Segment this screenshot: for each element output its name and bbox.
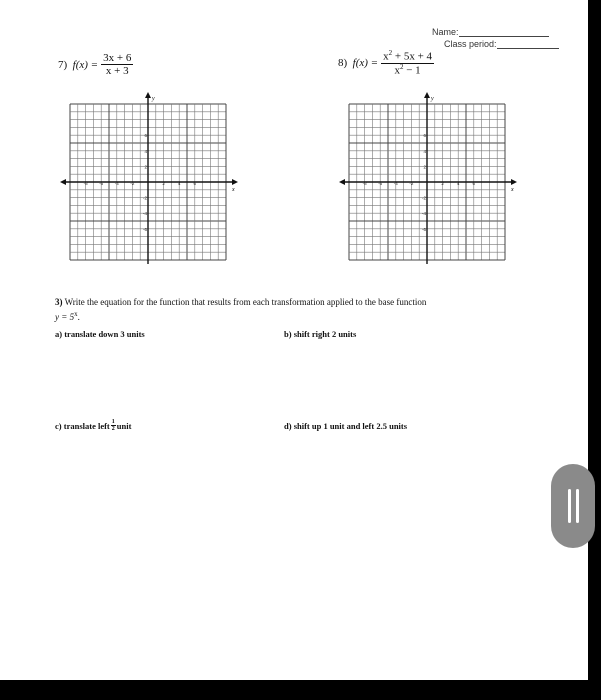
x-tick-label: -4 [393, 181, 398, 186]
x-tick-label: 6 [193, 181, 197, 186]
y-axis-arrow-up [424, 92, 430, 98]
x-axis-label: x [511, 187, 514, 193]
question-3 [55, 296, 525, 323]
coordinate-grid-8[interactable] [337, 92, 517, 264]
y-tick-label: 4 [144, 148, 147, 154]
problem-8-number: 8) [338, 57, 348, 70]
y-axis-arrow-up [145, 92, 151, 98]
x-axis-arrow-right [511, 179, 517, 185]
x-tick-label: -6 [378, 181, 383, 186]
problem-8-numerator: $x^2 + 5x + 4$ [383, 49, 433, 63]
part-a: a) translate down 3 units [55, 329, 145, 339]
coordinate-grid-7[interactable] [58, 92, 238, 264]
x-tick-label: -2 [409, 181, 414, 186]
grip-line-right [576, 489, 579, 523]
part-c: c) translate left $\frac{1}{2}$ unit [55, 419, 132, 432]
problem-7-numerator: 3x + 6 [103, 52, 132, 64]
class-period-label: Class period: [444, 39, 497, 49]
question-3-number: 3) [55, 297, 63, 307]
y-tick-label: -6 [142, 226, 147, 232]
problem-7-number: 7) [58, 58, 68, 71]
question-3-text: Write the equation for the function that results from each transformation applied to the base function [64, 297, 427, 307]
y-tick-label: -6 [421, 226, 426, 232]
x-tick-label: 2 [162, 181, 165, 186]
problem-8-denominator: $x^2 - 1$ [394, 62, 421, 77]
x-axis-arrow-left [339, 179, 345, 185]
x-tick-label: 4 [177, 181, 181, 186]
y-tick-label: 2 [144, 164, 147, 170]
y-tick-label: 2 [423, 164, 426, 170]
y-tick-label: 4 [423, 148, 426, 154]
part-c-fraction: $\frac{1}{2}$ [111, 419, 115, 432]
name-line [459, 27, 549, 37]
scroll-handle[interactable] [551, 464, 595, 548]
y-tick-label: 6 [423, 133, 426, 139]
y-tick-label: -2 [421, 195, 426, 201]
problem-7-fraction [101, 52, 133, 77]
x-axis-arrow-left [60, 179, 66, 185]
y-tick-label: -2 [142, 195, 147, 201]
y-tick-label: -4 [142, 211, 147, 217]
problem-7-denominator: x + 3 [105, 65, 129, 78]
class-period-line [497, 39, 559, 49]
x-tick-label: 2 [441, 181, 444, 186]
y-tick-label: -4 [421, 211, 426, 217]
x-tick-label: 4 [456, 181, 460, 186]
y-tick-label: 6 [144, 133, 147, 139]
x-tick-label: -8 [83, 181, 88, 186]
y-axis-label: y [152, 96, 155, 102]
x-axis-label: x [232, 187, 235, 193]
name-label: Name: [432, 27, 459, 37]
problem-7-func: f(x) = [72, 58, 99, 71]
part-d: d) shift up 1 unit and left 2.5 units [284, 421, 408, 431]
problem-8 [338, 50, 434, 77]
problem-8-func: f(x) = [352, 57, 379, 70]
part-b: b) shift right 2 units [284, 329, 357, 339]
x-tick-label: 6 [472, 181, 476, 186]
x-tick-label: -4 [114, 181, 119, 186]
x-tick-label: -2 [130, 181, 135, 186]
y-axis-label: y [431, 96, 434, 102]
problem-7 [58, 52, 133, 77]
class-period-field[interactable] [444, 39, 559, 49]
question-3-base-function: $y = 5^x$. [55, 310, 80, 322]
x-tick-label: -8 [362, 181, 367, 186]
name-field[interactable] [432, 27, 549, 37]
x-tick-label: -6 [99, 181, 104, 186]
x-axis-arrow-right [232, 179, 238, 185]
problem-8-fraction [381, 50, 434, 77]
grip-line-left [568, 489, 571, 523]
